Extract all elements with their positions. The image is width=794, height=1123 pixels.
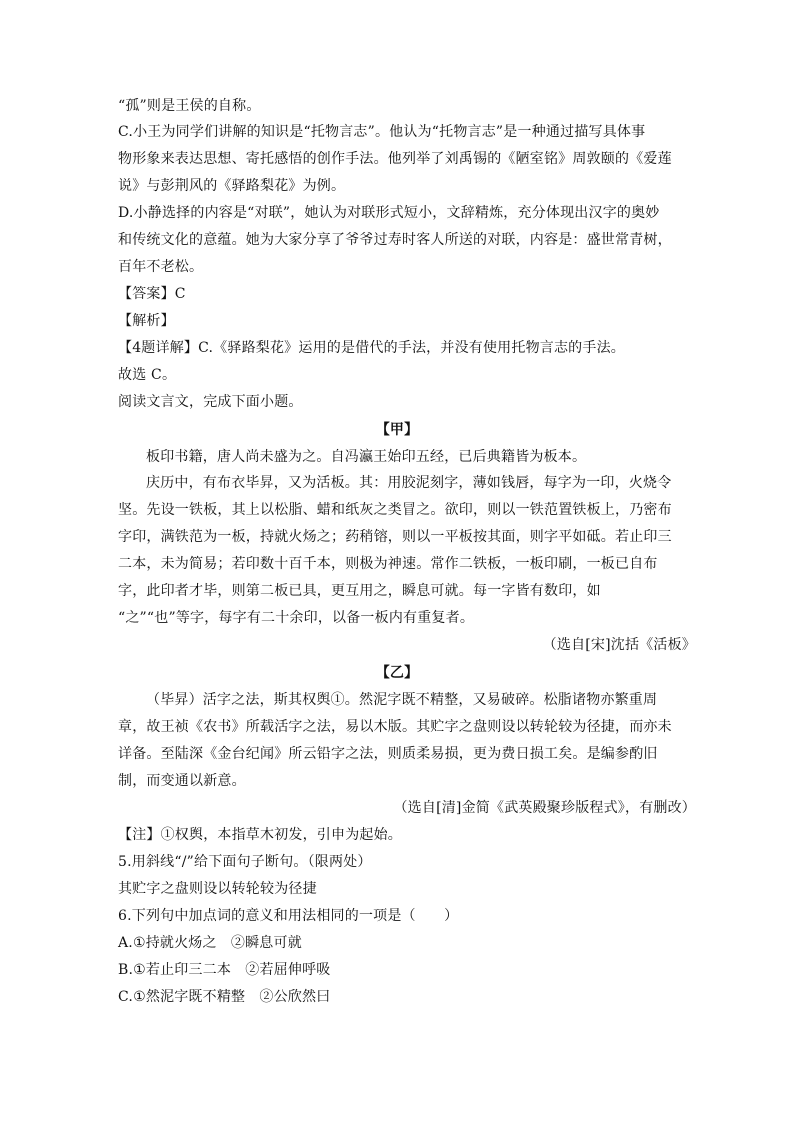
source-citation: （选自[清]金简《武英殿聚珍版程式》，有删改） bbox=[393, 800, 696, 816]
analysis-heading: 【解析】 bbox=[118, 313, 175, 329]
text-line: 百年不老松。 bbox=[118, 259, 204, 275]
option-c-line: C.小王为同学们讲解的知识是“托物言志”。他认为“托物言志”是一种通过描写具体事 bbox=[118, 124, 646, 140]
text-line: “孤”则是王侯的自称。 bbox=[118, 98, 261, 114]
passage-line: “之”“也”等字，每字有二十余印，以备一板内有重复者。 bbox=[118, 610, 475, 626]
question-5-sentence: 其贮字之盘则设以转轮较为径捷 bbox=[118, 881, 317, 897]
passage-line: 字印，满铁范为一板，持就火炀之；药稍镕，则以一平板按其面，则字平如砥。若止印三 bbox=[118, 529, 672, 545]
option-b: B.①若止印三二本 ②若屈伸呼吸 bbox=[118, 962, 331, 978]
source-citation: （选自[宋]沈括《活板》 bbox=[542, 637, 696, 653]
section-heading-yi: 【乙】 bbox=[375, 665, 419, 681]
passage-line: 详备。至陆深《金台纪闻》所云铅字之法，则质柔易损，更为费日损工矣。是编参酌旧 bbox=[118, 746, 658, 762]
option-c: C.①然泥字既不精整 ②公欣然曰 bbox=[118, 989, 331, 1005]
passage-line: （毕昇）活字之法，斯其权舆①。然泥字既不精整，又易破碎。松脂诸物亦繁重周 bbox=[146, 692, 658, 708]
passage-line: 板印书籍，唐人尚未盛为之。自冯瀛王始印五经，已后典籍皆为板本。 bbox=[146, 449, 587, 465]
passage-line: 坚。先设一铁板，其上以松脂、蜡和纸灰之类冒之。欲印，则以一铁范置铁板上，乃密布 bbox=[118, 502, 672, 518]
passage-line: 庆历中，有布衣毕昇，又为活板。其：用胶泥刻字，薄如钱唇，每字为一印，火烧令 bbox=[146, 475, 672, 491]
instruction-line: 阅读文言文，完成下面小题。 bbox=[118, 394, 303, 410]
text-line: 和传统文化的意蕴。她为大家分享了爷爷过寿时客人所送的对联，内容是：盛世常青树， bbox=[118, 232, 672, 248]
option-a: A.①持就火炀之 ②瞬息可就 bbox=[118, 935, 302, 951]
text-line: 故选 C。 bbox=[118, 367, 177, 383]
passage-line: 制，而变通以新意。 bbox=[118, 773, 246, 789]
passage-line: 二本，未为简易；若印数十百千本，则极为神速。常作二铁板，一板印刷，一板已自布 bbox=[118, 556, 658, 572]
note-line: 【注】①权舆，本指草木初发，引申为起始。 bbox=[118, 827, 402, 843]
passage-line: 字，此印者才毕，则第二板已具，更互用之，瞬息可就。每一字皆有数印，如 bbox=[118, 583, 601, 599]
passage-line: 章，故王祯《农书》所载活字之法，易以木版。其贮字之盘则设以转轮较为径捷，而亦未 bbox=[118, 719, 672, 735]
section-heading-jia: 【甲】 bbox=[375, 422, 419, 438]
option-d-line: D.小静选择的内容是“对联”，她认为对联形式短小，文辞精炼，充分体现出汉字的奥妙 bbox=[118, 205, 660, 221]
text-line: 物形象来表达思想、寄托感悟的创作手法。他列举了刘禹锡的《陋室铭》周敦颐的《爱莲 bbox=[118, 151, 672, 167]
answer-line: 【答案】C bbox=[118, 286, 186, 302]
question-6: 6.下列句中加点词的意义和用法相同的一项是（ ） bbox=[118, 908, 459, 924]
question-5: 5.用斜线“/”给下面句子断句。（限两处） bbox=[118, 854, 372, 870]
text-line: 说》与彭荆风的《驿路梨花》为例。 bbox=[118, 178, 346, 194]
analysis-text: 【4题详解】C.《驿路梨花》运用的是借代的手法，并没有使用托物言志的手法。 bbox=[118, 340, 625, 356]
